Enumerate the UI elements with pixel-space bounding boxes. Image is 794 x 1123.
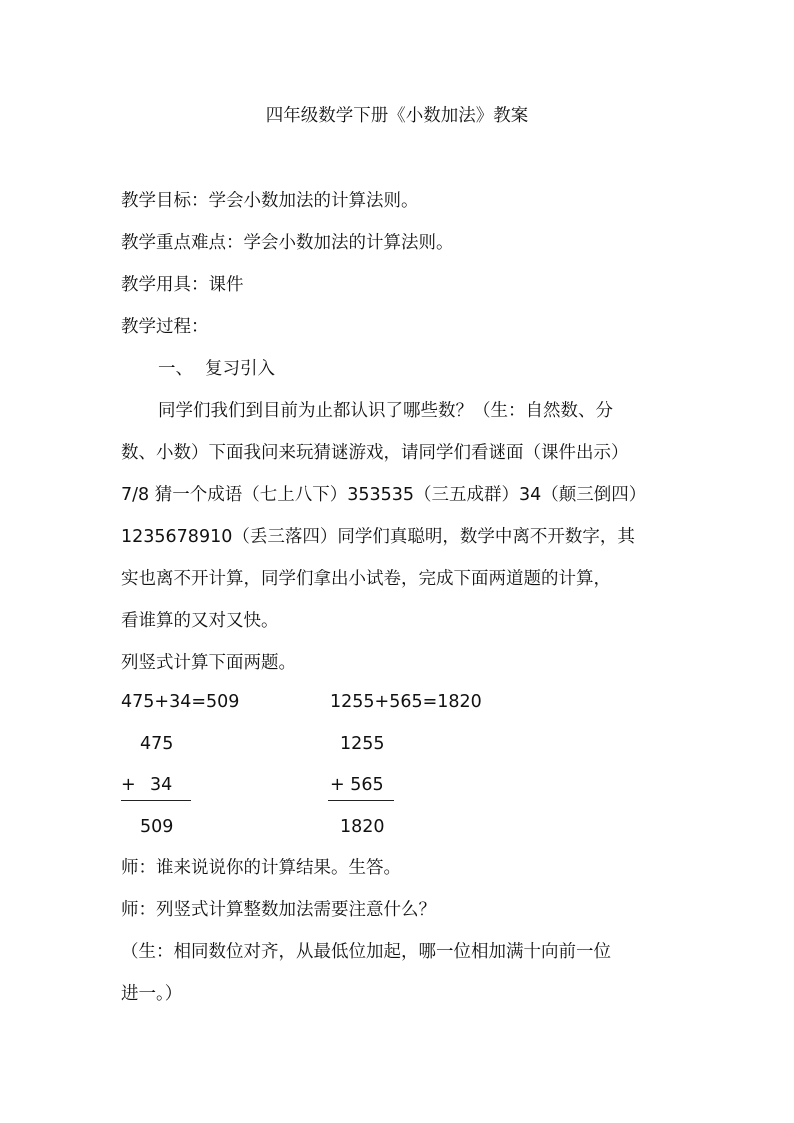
vertical-2-top: 1255 xyxy=(340,734,385,754)
equation-1: 475+34=509 xyxy=(121,692,240,712)
section-heading xyxy=(158,357,275,381)
paragraph-line: 数、小数）下面我问来玩猜谜游戏，请同学们看谜面（课件出示） xyxy=(121,443,629,463)
vertical-2-result: 1820 xyxy=(340,817,385,837)
paragraph-line: 看谁算的又对又快。 xyxy=(121,611,279,631)
task-instruction: 列竖式计算下面两题。 xyxy=(121,653,296,673)
teacher-line-1: 师：谁来说说你的计算结果。生答。 xyxy=(121,858,401,878)
paragraph-line: 同学们我们到目前为止都认识了哪些数？（生：自然数、分 xyxy=(158,401,613,421)
teaching-tools: 教学用具：课件 xyxy=(121,275,244,295)
vertical-1-top: 475 xyxy=(140,734,174,754)
teaching-goal: 教学目标：学会小数加法的计算法则。 xyxy=(121,191,419,211)
teaching-process: 教学过程： xyxy=(121,317,209,337)
paragraph-line: 1235678910（丢三落四）同学们真聪明，数学中离不开数字，其 xyxy=(121,527,635,547)
section-label: 复习引入 xyxy=(205,359,275,379)
equation-2: 1255+565=1820 xyxy=(330,692,482,712)
paragraph-line: 实也离不开计算，同学们拿出小试卷，完成下面两道题的计算， xyxy=(121,569,611,589)
section-number: 一、 xyxy=(158,359,193,379)
vertical-1-operator: + xyxy=(121,775,136,795)
vertical-1-result: 509 xyxy=(140,817,174,837)
vertical-1-rule xyxy=(121,800,191,801)
vertical-1-addend: 34 xyxy=(150,775,173,795)
key-points: 教学重点难点：学会小数加法的计算法则。 xyxy=(121,233,454,253)
student-answer-line: （生：相同数位对齐，从最低位加起，哪一位相加满十向前一位 xyxy=(121,942,611,962)
paragraph-line: 7/8 猜一个成语（七上八下）353535（三五成群）34（颠三倒四） xyxy=(121,485,647,505)
teacher-line-2: 师：列竖式计算整数加法需要注意什么？ xyxy=(121,900,436,920)
student-answer-line: 进一。） xyxy=(121,984,183,1004)
document-title: 四年级数学下册《小数加法》教案 xyxy=(265,106,529,126)
vertical-2-rule xyxy=(328,800,394,801)
vertical-2-addend: + 565 xyxy=(330,775,384,795)
